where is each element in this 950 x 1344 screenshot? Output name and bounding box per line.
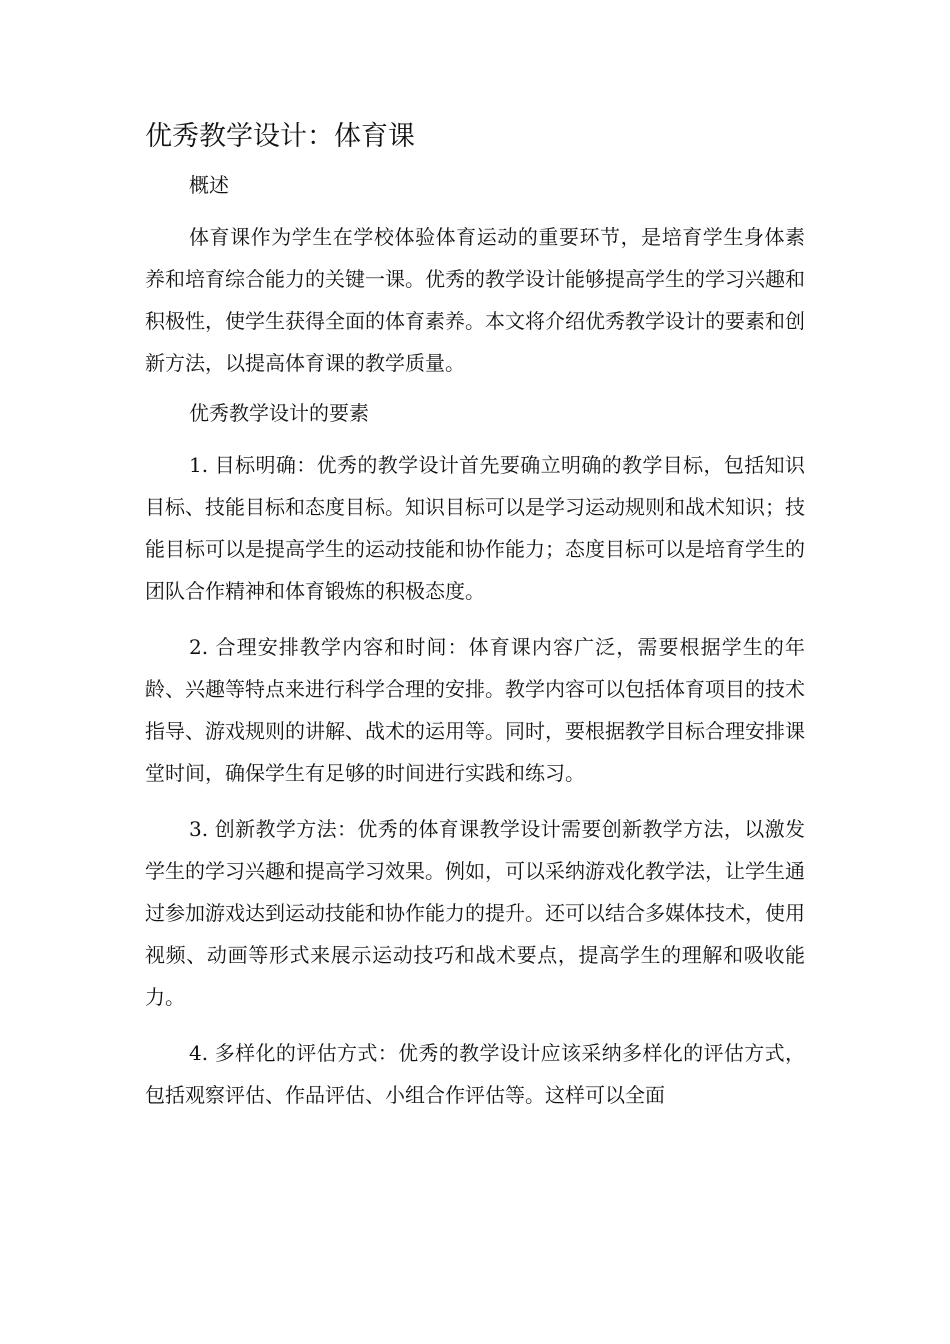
list-item-1: 1. 目标明确：优秀的教学设计首先要确立明确的教学目标，包括知识目标、技能目标和态度目标。知识目标可以是学习运动规则和战术知识；技能目标可以是提高学生的运动技能和协作能力；态度目标可以是培育学生的团队合作精神和体育锻炼的积极态度。 bbox=[145, 453, 805, 603]
list-item-3: 3. 创新教学方法：优秀的体育课教学设计需要创新教学方法，以激发学生的学习兴趣和提高学习效果。例如，可以采纳游戏化教学法，让学生通过参加游戏达到运动技能和协作能力的提升。还可以结合多媒体技术，使用视频、动画等形式来展示运动技巧和战术要点，提高学生的理解和吸收能力。 bbox=[145, 817, 805, 1009]
page-title: 优秀教学设计：体育课 bbox=[145, 121, 415, 152]
intro-paragraph: 体育课作为学生在学校体验体育运动的重要环节，是培育学生身体素养和培育综合能力的关键一课。优秀的教学设计能够提高学生的学习兴趣和积极性，使学生获得全面的体育素养。本文将介绍优秀教学设计的要素和创新方法，以提高体育课的教学质量。 bbox=[145, 225, 805, 375]
document-body bbox=[145, 112, 805, 1130]
section-heading-overview: 概述 bbox=[189, 173, 229, 197]
list-item-2: 2. 合理安排教学内容和时间：体育课内容广泛，需要根据学生的年龄、兴趣等特点来进行科学合理的安排。教学内容可以包括体育项目的技术指导、游戏规则的讲解、战术的运用等。同时，要根据教学目标合理安排课堂时间，确保学生有足够的时间进行实践和练习。 bbox=[145, 635, 805, 785]
list-item-4: 4. 多样化的评估方式：优秀的教学设计应该采纳多样化的评估方式，包括观察评估、作品评估、小组合作评估等。这样可以全面 bbox=[145, 1041, 805, 1107]
section-heading-elements: 优秀教学设计的要素 bbox=[189, 401, 369, 425]
